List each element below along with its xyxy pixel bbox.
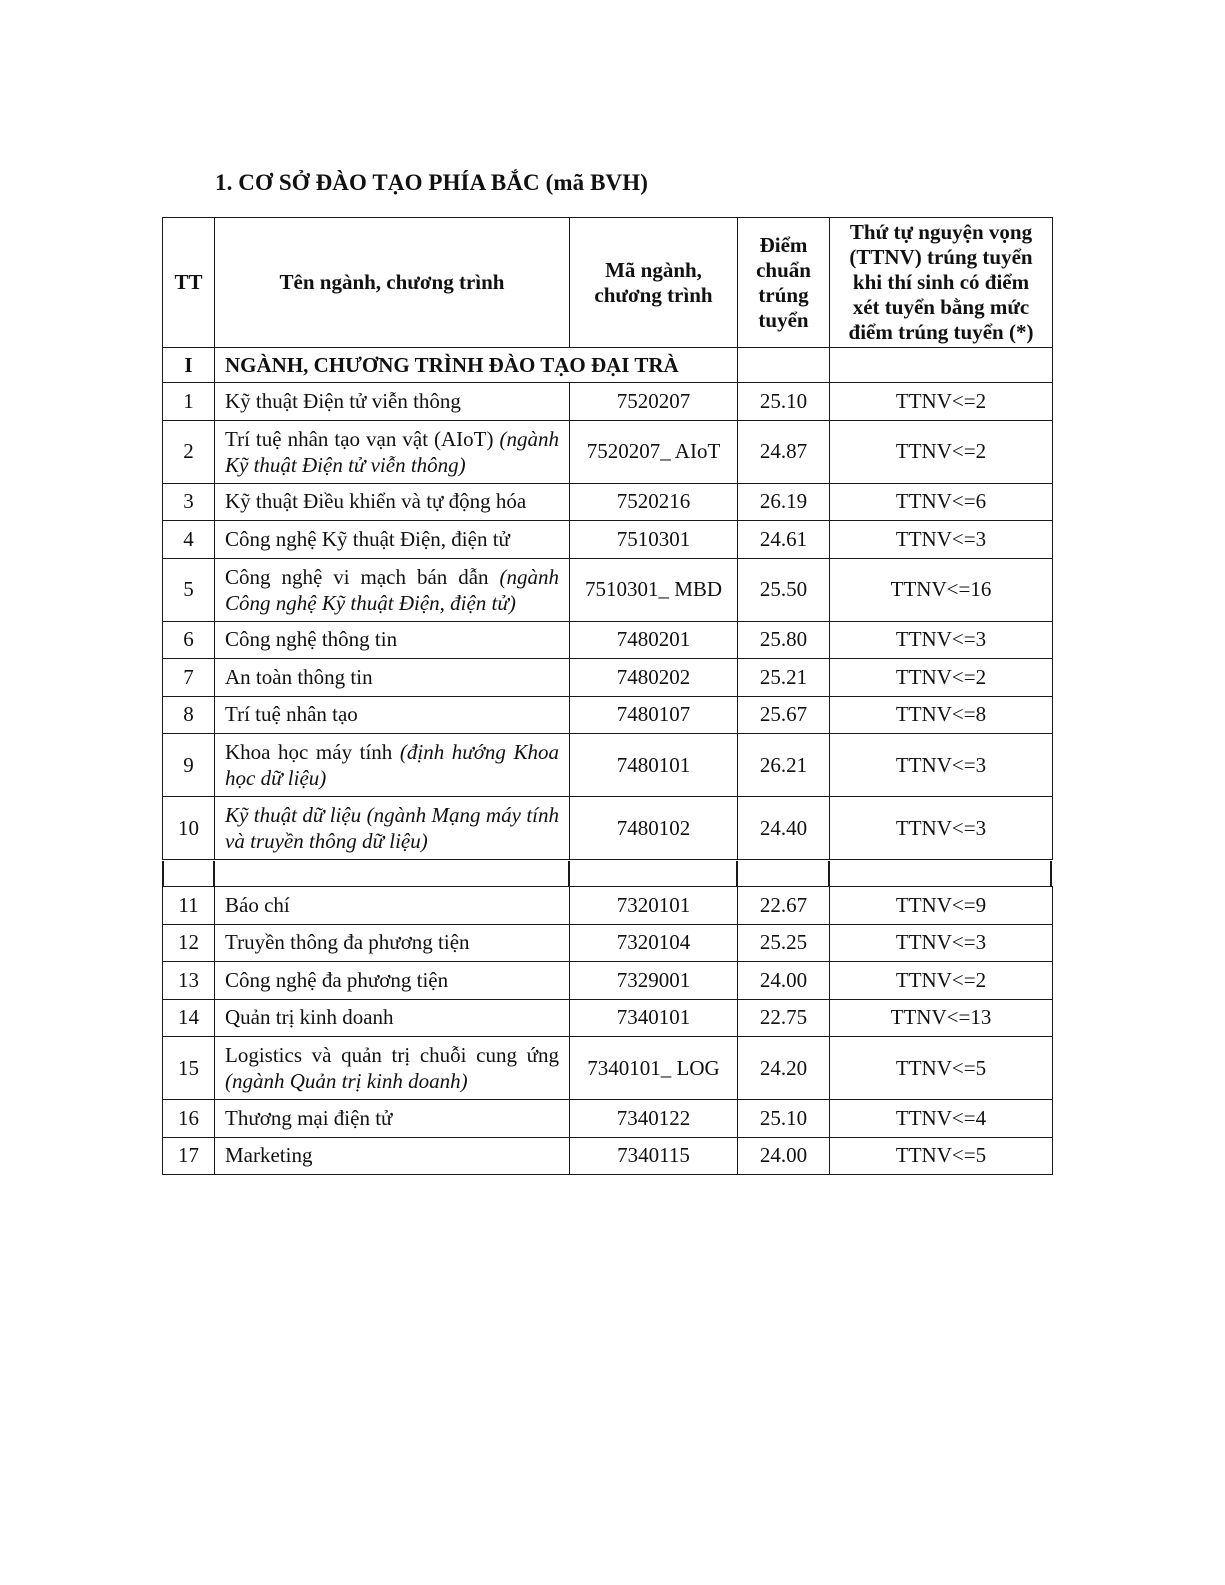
table-row (163, 383, 1053, 421)
ttnv-value: TTNV<=4 (830, 1100, 1053, 1138)
row-number: 3 (163, 483, 215, 521)
row-number: 13 (163, 962, 215, 1000)
table-row (163, 621, 1053, 659)
table-row (163, 1137, 1053, 1175)
ttnv-value: TTNV<=3 (830, 797, 1053, 860)
section-title: NGÀNH, CHƯƠNG TRÌNH ĐÀO TẠO ĐẠI TRÀ (215, 348, 738, 383)
ttnv-value: TTNV<=3 (830, 734, 1053, 797)
row-number: 7 (163, 659, 215, 697)
program-note: (định hướng Khoa học dữ liệu) (225, 740, 559, 790)
program-code: 7480107 (570, 696, 738, 734)
cutoff-score: 24.40 (738, 797, 830, 860)
table-row (163, 887, 1053, 925)
program-name: Công nghệ Kỹ thuật Điện, điện tử (225, 526, 510, 551)
program-name: Truyền thông đa phương tiện (225, 930, 470, 955)
ttnv-value: TTNV<=16 (830, 558, 1053, 621)
cutoff-score: 25.80 (738, 621, 830, 659)
cutoff-score: 22.75 (738, 999, 830, 1037)
cutoff-score: 24.00 (738, 1137, 830, 1175)
table-row (163, 1037, 1053, 1100)
row-number: 15 (163, 1037, 215, 1100)
program-code: 7340122 (570, 1100, 738, 1138)
table-row (163, 999, 1053, 1037)
program-name-cell (215, 521, 570, 559)
program-code: 7510301 (570, 521, 738, 559)
program-name-cell (215, 621, 570, 659)
cutoff-score: 24.87 (738, 420, 830, 483)
program-name: Công nghệ vi mạch bán dẫn (225, 564, 500, 589)
program-name-cell (215, 420, 570, 483)
program-code: 7480201 (570, 621, 738, 659)
program-name: Logistics và quản trị chuỗi cung ứng (225, 1043, 559, 1067)
program-code: 7320104 (570, 924, 738, 962)
row-number: 4 (163, 521, 215, 559)
header-cutoff-score: Điểm chuẩn trúng tuyển (738, 218, 830, 348)
ttnv-value: TTNV<=3 (830, 924, 1053, 962)
row-number: 16 (163, 1100, 215, 1138)
row-number: 14 (163, 999, 215, 1037)
ttnv-value: TTNV<=5 (830, 1137, 1053, 1175)
program-name: Công nghệ thông tin (225, 627, 398, 652)
program-name: Công nghệ đa phương tiện (225, 967, 449, 992)
program-code: 7520216 (570, 483, 738, 521)
program-name-cell (215, 558, 570, 621)
program-code: 7329001 (570, 962, 738, 1000)
program-code: 7480202 (570, 659, 738, 697)
program-code: 7340115 (570, 1137, 738, 1175)
gap-line (568, 861, 570, 886)
ttnv-value: TTNV<=2 (830, 420, 1053, 483)
table-row (163, 797, 1053, 860)
table-row (163, 696, 1053, 734)
ttnv-value: TTNV<=6 (830, 483, 1053, 521)
ttnv-value: TTNV<=2 (830, 659, 1053, 697)
program-name: Khoa học máy tính (225, 740, 400, 764)
header-program-code: Mã ngành, chương trình (570, 218, 738, 348)
cutoff-score: 25.25 (738, 924, 830, 962)
program-name: Trí tuệ nhân tạo (225, 702, 358, 727)
table-row (163, 521, 1053, 559)
section-empty-ttnv (830, 348, 1053, 383)
program-note: Kỹ thuật dữ liệu (ngành Mạng máy tính và truyền thông dữ liệu) (225, 803, 559, 853)
table-row (163, 420, 1053, 483)
cutoff-score: 25.50 (738, 558, 830, 621)
ttnv-value: TTNV<=2 (830, 383, 1053, 421)
program-name: Quản trị kinh doanh (225, 1005, 394, 1030)
ttnv-value: TTNV<=3 (830, 621, 1053, 659)
program-code: 7520207 (570, 383, 738, 421)
header-program-name: Tên ngành, chương trình (215, 218, 570, 348)
program-name-cell (215, 1137, 570, 1175)
ttnv-value: TTNV<=2 (830, 962, 1053, 1000)
program-code: 7520207_ AIoT (570, 420, 738, 483)
row-number: 10 (163, 797, 215, 860)
program-note: (ngành Quản trị kinh doanh) (225, 1069, 468, 1093)
row-number: 9 (163, 734, 215, 797)
row-number: 11 (163, 887, 215, 925)
gap-line (736, 861, 738, 886)
program-code: 7480101 (570, 734, 738, 797)
row-number: 5 (163, 558, 215, 621)
table-row (163, 962, 1053, 1000)
header-tt: TT (163, 218, 215, 348)
program-name-cell (215, 962, 570, 1000)
program-name: Kỹ thuật Điện tử viễn thông (225, 388, 461, 413)
header-ttnv: Thứ tự nguyện vọng (TTNV) trúng tuyển khi thí sinh có điểm xét tuyển bằng mức điểm trúng tuyển (*) (830, 218, 1053, 348)
program-name-cell (215, 1037, 570, 1100)
program-name-cell (215, 924, 570, 962)
program-name: Marketing (225, 1143, 313, 1168)
row-number: 12 (163, 924, 215, 962)
table-body-part-1 (163, 383, 1053, 860)
program-name-cell (215, 999, 570, 1037)
program-note: (ngành Công nghệ Kỹ thuật Điện, điện tử) (225, 564, 559, 615)
page-heading: 1. CƠ SỞ ĐÀO TẠO PHÍA BẮC (mã BVH) (215, 170, 648, 195)
program-name: Kỹ thuật Điều khiển và tự động hóa (225, 489, 527, 514)
program-name-cell (215, 734, 570, 797)
table-row (163, 924, 1053, 962)
table-body-part-2 (163, 887, 1053, 1175)
row-number: 6 (163, 621, 215, 659)
table-row (163, 734, 1053, 797)
table-row (163, 659, 1053, 697)
cutoff-score: 25.10 (738, 1100, 830, 1138)
program-code: 7340101 (570, 999, 738, 1037)
section-empty-score (738, 348, 830, 383)
cutoff-score: 24.20 (738, 1037, 830, 1100)
row-number: 2 (163, 420, 215, 483)
ttnv-value: TTNV<=3 (830, 521, 1053, 559)
program-code: 7340101_ LOG (570, 1037, 738, 1100)
row-number: 8 (163, 696, 215, 734)
program-name-cell (215, 696, 570, 734)
section-number: I (163, 348, 215, 383)
program-name-cell (215, 887, 570, 925)
gap-line (213, 861, 215, 886)
ttnv-value: TTNV<=5 (830, 1037, 1053, 1100)
table-row (163, 483, 1053, 521)
program-name: Trí tuệ nhân tạo vạn vật (AIoT) (225, 426, 500, 451)
page-break-gap (162, 861, 1052, 886)
program-name-cell (215, 797, 570, 860)
ttnv-value: TTNV<=13 (830, 999, 1053, 1037)
program-name: An toàn thông tin (225, 664, 373, 689)
cutoff-score: 22.67 (738, 887, 830, 925)
program-code: 7480102 (570, 797, 738, 860)
cutoff-score: 24.00 (738, 962, 830, 1000)
program-name: Báo chí (225, 892, 290, 917)
cutoff-score: 26.21 (738, 734, 830, 797)
program-name-cell (215, 483, 570, 521)
program-note: (ngành Kỹ thuật Điện tử viễn thông) (225, 426, 559, 477)
program-name-cell (215, 659, 570, 697)
cutoff-score: 25.21 (738, 659, 830, 697)
table-row (163, 1100, 1053, 1138)
ttnv-value: TTNV<=8 (830, 696, 1053, 734)
cutoff-score: 25.10 (738, 383, 830, 421)
section-row (163, 348, 1053, 383)
gap-line (828, 861, 830, 886)
row-number: 17 (163, 1137, 215, 1175)
admission-table-part-1 (162, 217, 1053, 860)
program-code: 7320101 (570, 887, 738, 925)
program-name-cell (215, 1100, 570, 1138)
gap-line (1050, 861, 1052, 886)
ttnv-value: TTNV<=9 (830, 887, 1053, 925)
cutoff-score: 25.67 (738, 696, 830, 734)
program-name: Thương mại điện tử (225, 1105, 393, 1130)
admission-table-part-2 (162, 886, 1053, 1175)
program-code: 7510301_ MBD (570, 558, 738, 621)
cutoff-score: 24.61 (738, 521, 830, 559)
row-number: 1 (163, 383, 215, 421)
program-name-cell (215, 383, 570, 421)
gap-line (162, 861, 164, 886)
cutoff-score: 26.19 (738, 483, 830, 521)
table-header-row (163, 218, 1053, 348)
table-row (163, 558, 1053, 621)
